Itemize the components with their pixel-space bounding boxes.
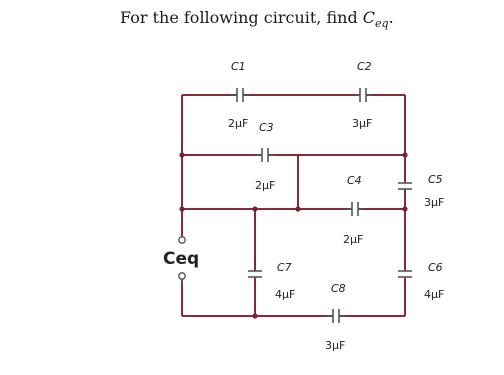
node-right-middle xyxy=(402,152,407,157)
node-c7-top xyxy=(252,206,257,211)
c7-label: C7 xyxy=(277,261,292,274)
c8-value: 3μF xyxy=(325,339,346,352)
capacitor-c6 xyxy=(398,271,412,277)
terminal-top xyxy=(179,236,185,243)
capacitor-c5 xyxy=(398,183,412,189)
c3-value: 2μF xyxy=(255,179,276,192)
c7-value: 4μF xyxy=(275,288,296,301)
ceq-label: Ceq xyxy=(163,249,200,269)
capacitor-c7 xyxy=(248,271,262,277)
c1-value: 2μF xyxy=(228,117,249,130)
node-short-junction xyxy=(295,206,300,211)
node-right-lower xyxy=(402,206,407,211)
c3-label: C3 xyxy=(259,121,274,134)
capacitor-c4 xyxy=(345,202,365,216)
capacitor-c1 xyxy=(230,88,250,102)
c2-label: C2 xyxy=(357,60,372,73)
question-text: For the following circuit, find $C_{eq}$. xyxy=(120,8,394,30)
c6-label: C6 xyxy=(428,261,443,274)
c4-value: 2μF xyxy=(343,233,364,246)
c5-value: 3μF xyxy=(424,196,445,209)
node-left-middle xyxy=(179,152,184,157)
c5-label: C5 xyxy=(428,173,443,186)
c8-label: C8 xyxy=(331,282,346,295)
capacitor-c3 xyxy=(255,148,275,162)
c4-label: C4 xyxy=(347,174,362,187)
capacitor-c2 xyxy=(353,88,373,102)
c1-label: C1 xyxy=(231,60,246,73)
c2-value: 3μF xyxy=(352,117,373,130)
capacitor-c8 xyxy=(326,309,346,323)
terminal-bottom xyxy=(179,273,185,283)
node-c7-bottom xyxy=(252,313,257,318)
c6-value: 4μF xyxy=(424,288,445,301)
node-left-lower xyxy=(179,206,184,211)
